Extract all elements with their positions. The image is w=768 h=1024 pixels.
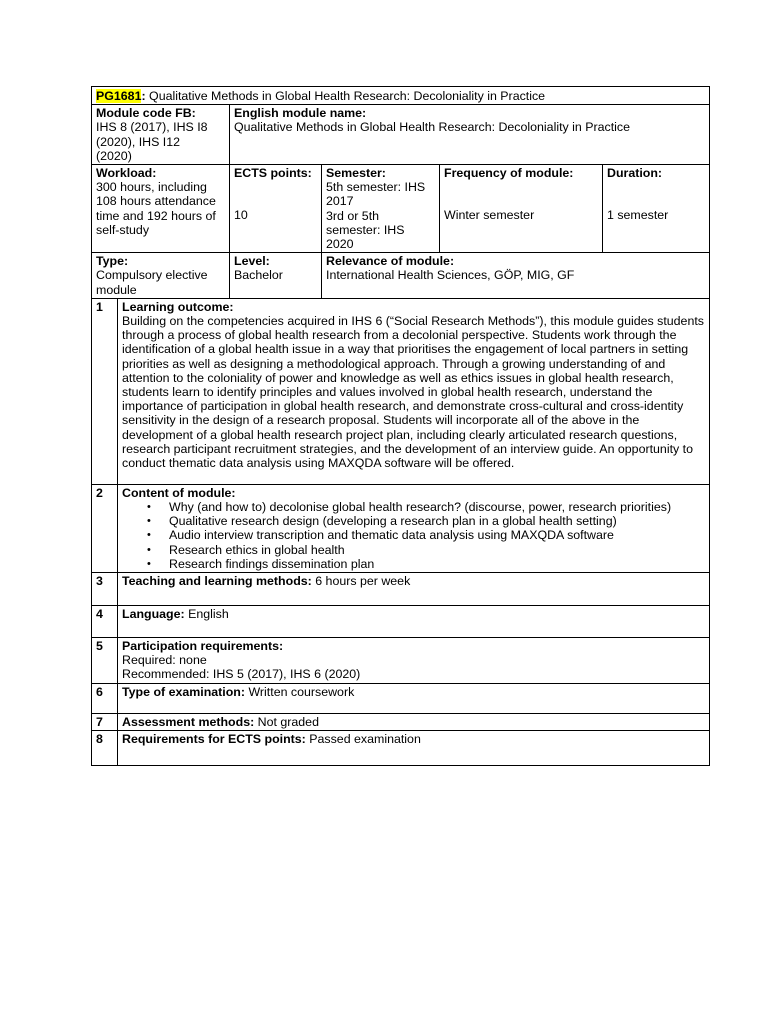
content-label: Content of module: [122,485,236,500]
level-label: Level: [234,254,270,269]
section-number: 3 [92,573,118,606]
assessment-value: Not graded [254,715,319,730]
language-cell [118,606,710,638]
level-cell [230,253,322,299]
language-label: Language: [122,607,185,622]
workload-value: 300 hours, including 108 hours attendance time and 192 hours of self-study [96,180,216,237]
section-content [92,484,710,572]
relevance-label: Relevance of module: [326,254,455,269]
semester-label: Semester: [326,166,386,181]
module-code-value: IHS 8 (2017), IHS I8 (2020), IHS I12 (2020) [96,120,208,163]
type-value: Compulsory elective module [96,268,208,297]
participation-label: Participation requirements: [122,639,284,654]
workload-label: Workload: [96,166,157,181]
section-number: 1 [92,298,118,484]
participation-cell [118,638,710,684]
section-participation [92,638,710,684]
frequency-value: Winter semester [444,208,535,223]
teaching-cell [118,573,710,606]
ects-requirements-value: Passed examination [305,732,421,747]
ects-requirements-label: Requirements for ECTS points: [122,732,306,747]
list-item: • Audio interview transcription and thematic data analysis using MAXQDA software [169,528,705,542]
frequency-label: Frequency of module: [444,166,574,181]
duration-label: Duration: [607,166,663,181]
teaching-label: Teaching and learning methods: [122,574,312,589]
assessment-cell [118,714,710,731]
ects-label: ECTS points: [234,166,312,181]
participation-required: Required: none [122,653,207,668]
learning-outcome-cell [118,298,710,484]
section-assessment [92,714,710,731]
section-examination [92,684,710,714]
workload-row [92,165,710,253]
english-name-cell [230,105,710,165]
names-row [92,105,710,165]
learning-outcome-label: Learning outcome: [122,299,234,314]
module-description [91,86,709,766]
duration-value: 1 semester [607,208,669,223]
participation-recommended: Recommended: IHS 5 (2017), IHS 6 (2020) [122,667,361,682]
level-value: Bachelor [234,268,283,283]
section-language [92,606,710,638]
relevance-cell [322,253,710,299]
semester-value-1: 5th semester: IHS 2017 [326,180,426,209]
learning-outcome-text: Building on the competencies acquired in IHS 6 (“Social Research Methods”), this module guides students through a process of global health research from a decolonial perspective. Students work through the identification of a global health issue in a way that prioritises the engagement of local partners in setting priorities as well as designing a methodological approach. Through a growing understanding of and attention to the coloniality of power and knowledge as well as ethics issues in global health research, students learn to identify principles and values involved in global health research, understand the importance of participation in global health research, and demonstrate cross-cultural and cross-identity sensitivity in the design of a research proposal. Students will incorporate all of the above in the development of a global health research project plan, including clearly articulated research questions, research participant recruitment strategies, and the development of an interview guide. An opportunity to conduct thematic data analysis using MAXQDA software will be offered. [122,314,704,471]
section-learning-outcome [92,298,710,484]
list-item: • Why (and how to) decolonise global health research? (discourse, power, research priorities) [169,500,705,514]
english-name-value: Qualitative Methods in Global Health Research: Decoloniality in Practice [234,120,631,135]
workload-cell [92,165,230,253]
list-item: • Research ethics in global health [169,543,705,557]
frequency-cell [440,165,603,253]
duration-cell [603,165,710,253]
content-cell [118,484,710,572]
section-number: 7 [92,714,118,731]
section-ects-requirements [92,731,710,766]
content-list [122,500,705,571]
ects-cell [230,165,322,253]
section-number: 6 [92,684,118,714]
module-code-highlight: PG1681 [96,89,142,103]
semester-cell [322,165,440,253]
assessment-label: Assessment methods: [122,715,255,730]
list-item: • Research findings dissemination plan [169,557,705,571]
examination-value: Written coursework [245,685,355,700]
relevance-value: International Health Sciences, GÖP, MIG, GF [326,268,575,283]
section-number: 8 [92,731,118,766]
semester-value-2: 3rd or 5th semester: IHS 2020 [326,208,405,252]
header-colon: : [141,89,146,103]
type-label: Type: [96,254,129,269]
header-cell [92,87,710,105]
examination-label: Type of examination: [122,685,246,700]
section-teaching [92,573,710,606]
list-item: • Qualitative research design (developing a research plan in a global health setting) [169,514,705,528]
module-title: Qualitative Methods in Global Health Research: Decoloniality in Practice [145,89,546,103]
section-number: 5 [92,638,118,684]
ects-requirements-cell [118,731,710,766]
module-table [91,86,710,766]
type-cell [92,253,230,299]
teaching-value: 6 hours per week [311,574,411,589]
type-row [92,253,710,299]
header-row [92,87,710,105]
ects-value: 10 [234,208,248,223]
english-name-label: English module name: [234,106,367,121]
module-code-label: Module code FB: [96,106,196,121]
language-value: English [184,607,229,622]
examination-cell [118,684,710,714]
section-number: 4 [92,606,118,638]
module-code-cell [92,105,230,165]
section-number: 2 [92,484,118,572]
